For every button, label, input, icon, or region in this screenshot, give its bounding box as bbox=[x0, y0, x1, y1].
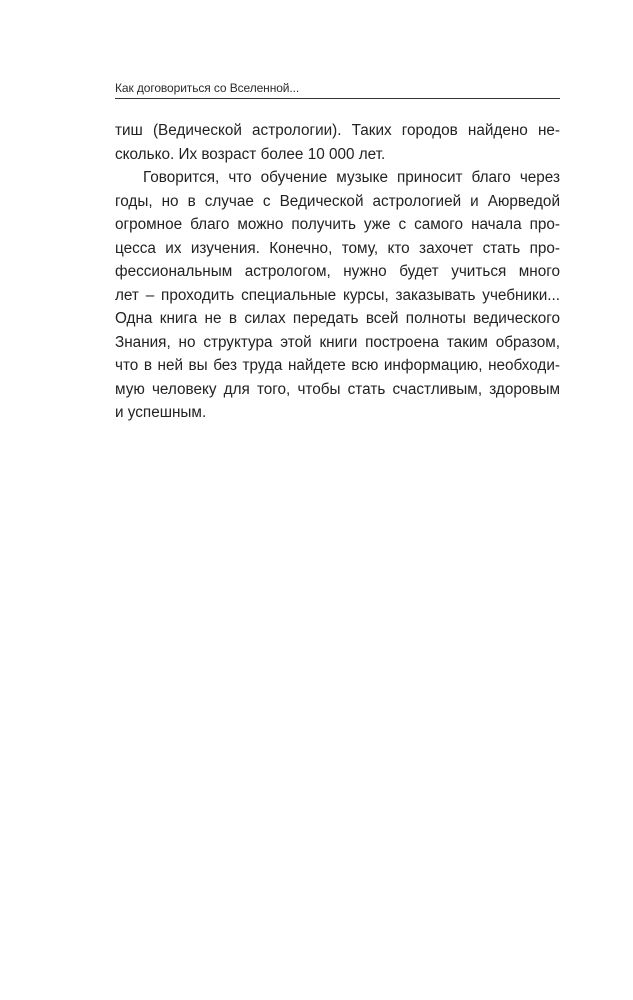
text-line: фессиональным астрологом, нужно будет учиться много bbox=[115, 263, 560, 280]
text-line: Одна книга не в силах передать всей полноты ведического bbox=[115, 310, 560, 327]
text-line: что в ней вы без труда найдете всю информацию, необходи- bbox=[115, 357, 560, 374]
text-line: годы, но в случае с Ведической астрологией и Аюрведой bbox=[115, 192, 560, 210]
paragraph-first-line: Говорится, что обучение музыке приносит благо через bbox=[143, 169, 560, 186]
text-line: сколько. Их возраст более 10 000 лет. bbox=[115, 145, 386, 163]
page-body bbox=[115, 119, 560, 425]
running-head bbox=[115, 80, 560, 99]
text-line: и успешным. bbox=[115, 404, 207, 421]
running-head-title: Как договориться со Вселенной... bbox=[115, 81, 300, 95]
text-line: огромное благо можно получить уже с самого начала про- bbox=[115, 216, 560, 233]
text-line: лет – проходить специальные курсы, заказывать учебники... bbox=[115, 286, 560, 304]
text-line: Знания, но структура этой книги построена таким образом, bbox=[115, 333, 560, 351]
text-line: мую человеку для того, чтобы стать счастливым, здоровым bbox=[115, 380, 560, 398]
text-line: цесса их изучения. Конечно, тому, кто захочет стать про- bbox=[115, 239, 560, 257]
text-line: тиш (Ведической астрологии). Таких городов найдено не- bbox=[115, 122, 560, 139]
